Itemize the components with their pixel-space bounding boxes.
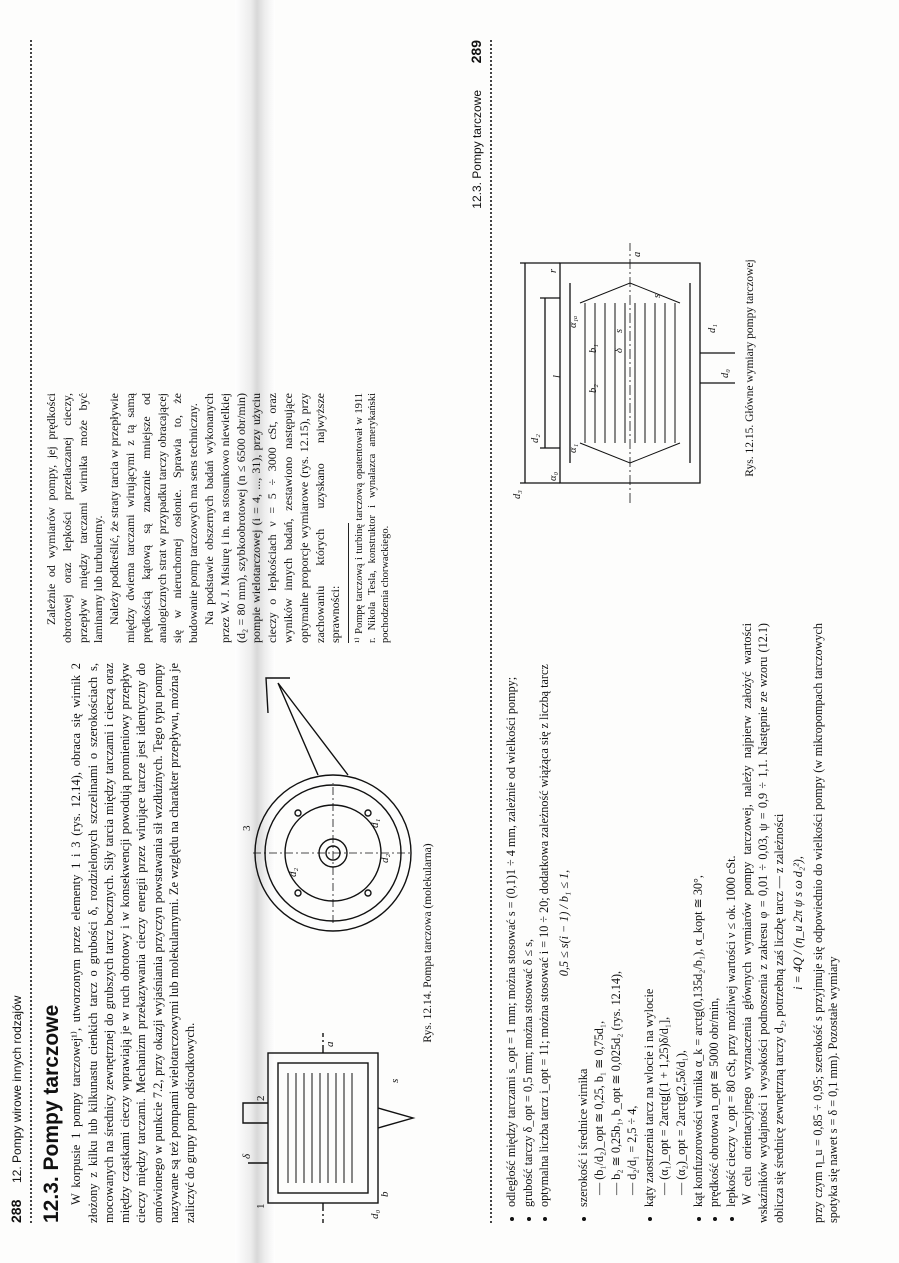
- list-item: [576, 623, 640, 1207]
- list-item: • optymalna liczba tarcz i_opt = 11; można stosować i = 10 ÷ 20; dodatkowa zależność wiążąca się z liczbą tarcz: [537, 623, 553, 1207]
- chapter-title: 12. Pompy wirowe innych rodzajów: [10, 995, 24, 1183]
- page-288: [0, 0, 440, 1263]
- fig-label: a: [632, 251, 643, 257]
- figure-caption-wrap: [742, 233, 758, 503]
- list-item-label: kąty zaostrzenia tarcz na wlocie i na wylocie: [641, 988, 656, 1207]
- section-heading: 12.3. Pompy tarczowe: [40, 1004, 63, 1223]
- fig-label: d₂: [287, 867, 299, 877]
- fig-label: l: [552, 375, 563, 378]
- fig-label: d₁: [707, 324, 718, 333]
- list-item: [642, 623, 690, 1207]
- figure-12-14: [238, 663, 418, 1223]
- fig-label: d₂: [530, 434, 541, 443]
- fig-label: 1: [255, 1203, 267, 1209]
- fig-label: α₁ₐ: [568, 315, 579, 328]
- page-number: 288: [8, 1199, 24, 1223]
- list-item: — (b₁/d₂)_opt ≅ 0,25, b₁ ≅ 0,75d₁,: [591, 1020, 606, 1195]
- running-head-right: [468, 40, 488, 1223]
- fig-label: δ: [614, 348, 625, 353]
- list-item: • kąt konfuzorowości wirnika α_k = arctg(0,135d₂/b₁), α_kopt ≅ 30°,: [691, 623, 707, 1207]
- intro-paragraph: W korpusie 1 pompy tarczowej¹⁾, utworzonym przez elementy 1 i 3 (rys. 12.14), obraca się wirnik 2 złożony z kilku lub kilkunastu cienkich tarcz o grubości δ, rozdzielonych szczelinami o szerokościach s, mocowanych na średnicy zewnętrznej do grubszych tarcz bocznych. Siły tarcia między tarczami i cieczą oraz między cząstkami cieczy wprawiają je w ruch obrotowy i w konsekwencji powodują promieniowy przepływ cieczy między tarczami. Mechanizm przekazywania cieczy energii przez wirujące tarcze jest identyczny do omówionego w punkcie 7.2, przy okazji wyjaśniania przyczyn powstawania sił wzdłużnych. Tego typu pompy nazywane są też pompami wielotarczowymi lub molekularnymi. Ze względu na charakter przepływu, można je zaliczyć do grupy pomp odśrodkowych.: [69, 663, 198, 1223]
- fig-label: s: [652, 293, 663, 298]
- fig-label: d₂: [379, 853, 391, 863]
- fig-label: b₁: [588, 344, 599, 353]
- list-item: — (α₁)_opt = 2arctg[(1 + 1,25)δ/d₁],: [657, 1016, 672, 1195]
- list-item-text: d₂/d₁ = 2,5 ÷ 4,: [625, 1105, 640, 1180]
- list-item-text: b₂ ≅ 0,25b₁, b_opt ≅ 0,025d₂ (rys. 12.14),: [608, 970, 623, 1180]
- page-number: 289: [468, 40, 484, 64]
- list-item: • lepkość cieczy ν_opt = 80 cSt, przy możliwej wartości ν ≤ ok. 1000 cSt.: [724, 623, 740, 1207]
- paragraph: W celu orientacyjnego wyznaczenia głównych wymiarów pompy tarczowej, należy najpierw założyć wartości wskaźników wydajności i wysokości podnoszenia z zakresu φ = 0,01 ÷ 0,03, ψ = 0,9 ÷ 1,1. Następnie ze wzoru (12.1) oblicza się średnicę zewnętrzną tarczy d₂, potrzebną zaś liczbę tarcz — z zależności: [740, 623, 786, 1223]
- list-item: — d₂/d₁ = 2,5 ÷ 4,: [625, 1105, 640, 1195]
- dash-list: [592, 623, 641, 1207]
- fig-label: d₀: [369, 1209, 381, 1219]
- page-289: [460, 0, 899, 1263]
- list-item-text: (α₂)_opt = 2arctg(2,5δ/d₁),: [673, 1050, 688, 1180]
- right-column: [504, 623, 842, 1223]
- list-item: — (α₂)_opt = 2arctg(2,5δ/d₁),: [673, 1050, 688, 1195]
- fig-label: δ: [241, 1153, 253, 1159]
- fig-label: α₀: [548, 471, 559, 481]
- paragraph: Należy podkreślić, że straty tarcia w przepływie między dwiema tarczami wirującymi z tą samą prędkością kątową są znacznie mniejsze od analogicznych strat w przypadku tarczy obracającej się w nieruchomej osłonie. Sprawia to, że budowanie pomp tarczowych ma sens techniczny.: [107, 393, 201, 643]
- fig-label: b₂: [588, 384, 599, 393]
- section-running-title: 12.3. Pompy tarczowe: [470, 90, 484, 209]
- fig-label: a: [324, 1041, 336, 1047]
- fig-label: d₁: [369, 818, 381, 828]
- figure-caption: Rys. 12.14. Pompa tarczowa (molekularna): [422, 843, 434, 1043]
- fig-label: α₁: [568, 443, 579, 453]
- list-item-text: (b₁/d₂)_opt ≅ 0,25, b₁ ≅ 0,75d₁,: [591, 1020, 606, 1180]
- fig-label: r: [548, 268, 559, 273]
- list-item-text: (α₁)_opt = 2arctg[(1 + 1,25)δ/d₁],: [657, 1016, 672, 1180]
- list-item-label: szerokość i średnice wirnika: [576, 1068, 591, 1207]
- formula: i = 4Q / (η_u 2π ψ s ω d₂²),: [791, 856, 806, 990]
- formula: 0,5 ≤ s(i − 1) / b₁ ≤ 1,: [556, 869, 571, 977]
- paragraph: Zależnie od wymiarów pompy, jej prędkości obrotowej oraz lepkości przetłaczanej cieczy, przepływ między tarczami wirnika może być laminarny lub turbulentny.: [44, 393, 106, 643]
- list-item: • grubość tarczy δ_opt = 0,5 mm; można stosować δ ≤ s,: [521, 623, 537, 1207]
- running-head-left: [8, 40, 28, 1223]
- footnote-rule: [348, 523, 349, 643]
- bullet-list: [504, 623, 553, 1223]
- list-item: • prędkość obrotowa n_opt ≅ 5000 obr/min,: [707, 623, 723, 1207]
- figure-caption: Rys. 12.15. Główne wymiary pompy tarczowej: [744, 259, 756, 477]
- left-column-top: [40, 663, 199, 1223]
- paragraph: przy czym η_u = 0,85 ÷ 0,95; szerokość s przyjmuje się odpowiednio do wielkości pompy (w mikropompach tarczowych spotyka się nawet s = δ = 0,1 mm). Pozostałe wymiary: [810, 623, 841, 1223]
- dotted-rule: [30, 40, 32, 1223]
- fig-label: 3: [241, 825, 253, 831]
- left-column-continued: [44, 393, 392, 643]
- fig-label: b: [379, 1191, 391, 1197]
- dash-list: [657, 623, 689, 1207]
- fig-label: 2: [255, 1095, 267, 1101]
- fig-label: s: [389, 1078, 401, 1083]
- list-item: • odległość między tarczami s_opt = 1 mm; można stosować s = (0,1)1 ÷ 4 mm, zależnie od wielkości pompy;: [504, 623, 520, 1207]
- figure-caption-wrap: [420, 663, 436, 1223]
- fig-label: d₃: [512, 490, 523, 499]
- figure-12-15: [500, 233, 740, 503]
- bullet-list: [576, 623, 739, 1223]
- list-item: — b₂ ≅ 0,25b₁, b_opt ≅ 0,025d₂ (rys. 12.14),: [608, 970, 623, 1195]
- fig-label: d₀: [720, 369, 731, 378]
- dotted-rule: [490, 40, 492, 1223]
- footnote: ¹⁾ Pompę tarczową i turbinę tarczową opatentował w 1911 r. Nikola Tesla, konstruktor i wynalazca amerykański pochodzenia chorwackiego.: [354, 393, 392, 643]
- paragraph: Na podstawie obszernych badań wykonanych przez W. J. Misiurę i in. na stosunkowo niewielkiej (d₂ = 80 mm), szybkoobrotowej (n ≤ 6500 obr/min) pompie wielotarczowej (i = 4, ..., 31), przy użyciu cieczy o lepkościach ν = 5 ÷ 3000 cSt, oraz wyników innych badań, zestawiono następujące optymalne proporcje wymiarowe (rys. 12.15), przy zachowaniu których uzyskano najwyższe sprawności:: [201, 393, 343, 643]
- fig-label: s: [614, 328, 625, 333]
